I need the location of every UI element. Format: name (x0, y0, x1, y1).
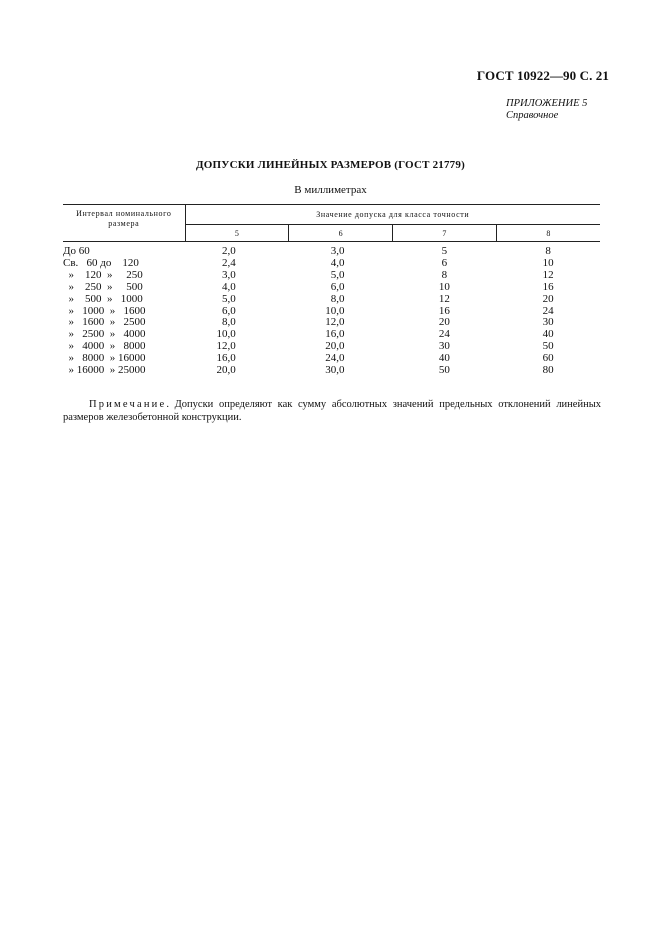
row-interval: » 1600 » 2500 (63, 316, 146, 329)
cell-class-6: 20,0 (325, 340, 345, 353)
document-title: ДОПУСКИ ЛИНЕЙНЫХ РАЗМЕРОВ (ГОСТ 21779) (196, 159, 465, 171)
cell-class-7: 8 (441, 268, 448, 281)
cell-class-7: 12 (438, 292, 450, 305)
cell-class-7: 16 (438, 304, 450, 317)
appendix-kind: Справочное (506, 110, 559, 121)
table-row (63, 270, 600, 282)
cell-class-8: 24 (542, 304, 554, 317)
cell-class-8: 30 (542, 316, 554, 329)
cell-class-6: 3,0 (330, 245, 345, 257)
class-header-6: 6 (289, 225, 393, 242)
cell-class-6: 6,0 (330, 280, 345, 293)
cell-class-5: 16,0 (216, 352, 236, 365)
cell-class-6: 30,0 (325, 364, 345, 377)
cell-class-5: 6,0 (222, 304, 236, 317)
cell-class-6: 24,0 (325, 352, 345, 365)
row-interval: » 500 » 1000 (63, 292, 143, 305)
appendix-label (506, 98, 587, 122)
cell-class-7: 50 (438, 364, 450, 377)
cell-class-8: 12 (542, 268, 554, 281)
table-row (63, 282, 600, 294)
cell-class-7: 24 (438, 328, 450, 341)
units-caption: В миллиметрах (294, 184, 367, 196)
table-row (63, 365, 600, 377)
cell-class-6: 10,0 (325, 304, 345, 317)
cell-class-8: 40 (542, 328, 554, 341)
row-interval: » 250 » 500 (63, 280, 143, 293)
cell-class-8: 50 (542, 340, 554, 353)
cell-class-5: 8,0 (222, 316, 236, 329)
row-interval: До 60 (63, 245, 90, 257)
interval-header-line1: Интервал номинального (76, 209, 172, 218)
cell-class-7: 6 (441, 256, 448, 269)
cell-class-7: 10 (438, 280, 450, 293)
cell-class-7: 20 (438, 316, 450, 329)
row-interval: » 1000 » 1600 (63, 304, 146, 317)
cell-class-5: 5,0 (222, 292, 236, 305)
cell-class-7: 5 (441, 245, 448, 257)
cell-class-6: 4,0 (330, 256, 345, 269)
cell-class-5: 4,0 (222, 280, 236, 293)
note-text: Допуски определяют как сумму абсолютных значений предельных отклонений линейных размеров железобетонной конструкции. (63, 398, 602, 423)
tolerance-value-header: Значение допуска для класса точности (185, 205, 600, 225)
table-row (63, 242, 600, 258)
cell-class-8: 8 (545, 245, 551, 257)
cell-class-5: 10,0 (216, 328, 236, 341)
class-header-8: 8 (496, 225, 600, 242)
class-header-5: 5 (185, 225, 289, 242)
cell-class-5: 2,0 (222, 245, 236, 257)
cell-class-5: 20,0 (216, 364, 236, 377)
row-interval: Св. 60 до 120 (63, 256, 139, 269)
cell-class-6: 16,0 (325, 328, 345, 341)
note-label: Примечание (89, 398, 167, 410)
cell-class-7: 30 (438, 340, 450, 353)
cell-class-5: 2,4 (222, 256, 236, 269)
tolerance-table (63, 204, 600, 377)
cell-class-6: 8,0 (330, 292, 345, 305)
cell-class-8: 80 (542, 364, 554, 377)
cell-class-5: 3,0 (222, 268, 236, 281)
appendix-number: ПРИЛОЖЕНИЕ 5 (506, 98, 588, 109)
cell-class-8: 20 (542, 292, 554, 305)
row-interval: » 2500 » 4000 (63, 328, 146, 341)
row-interval: » 120 » 250 (63, 268, 143, 281)
row-interval: » 16000 » 25000 (63, 364, 146, 377)
row-interval: » 4000 » 8000 (63, 340, 146, 353)
cell-class-8: 60 (542, 352, 554, 365)
class-header-7: 7 (393, 225, 497, 242)
table-row (63, 294, 600, 306)
cell-class-5: 12,0 (216, 340, 236, 353)
table-note: Примечание. Допуски определяют как сумму абсолютных значений предельных отклонений линейных размеров железобетонной конструкции. (63, 398, 602, 423)
page-header: ГОСТ 10922—90 С. 21 (476, 68, 609, 83)
cell-class-8: 16 (542, 280, 554, 293)
cell-class-6: 5,0 (330, 268, 345, 281)
interval-header-line2: размера (108, 219, 140, 228)
row-interval: » 8000 » 16000 (63, 352, 146, 365)
cell-class-6: 12,0 (325, 316, 345, 329)
interval-column-header (63, 205, 185, 242)
cell-class-7: 40 (438, 352, 450, 365)
cell-class-8: 10 (542, 256, 554, 269)
